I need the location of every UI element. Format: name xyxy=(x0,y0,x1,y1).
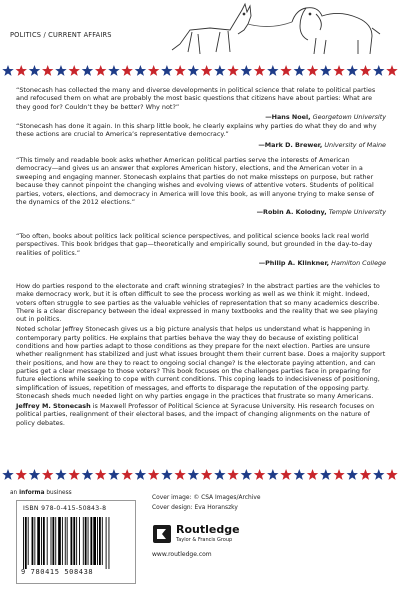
star-icon xyxy=(55,469,66,480)
star-icon xyxy=(307,65,318,76)
star-icon xyxy=(280,469,291,480)
publisher-url[interactable]: www.routledge.com xyxy=(152,551,212,558)
barcode-bar xyxy=(93,517,96,565)
star-icon xyxy=(227,469,238,480)
star-icon xyxy=(333,469,344,480)
barcode-bar xyxy=(51,517,52,565)
routledge-emblem-icon xyxy=(152,524,172,544)
barcode-bar xyxy=(23,517,24,569)
isbn-digits: 9 780415 508438 xyxy=(21,568,94,576)
barcode-bars xyxy=(23,517,129,569)
barcode-bar xyxy=(41,517,42,565)
star-icon xyxy=(320,469,331,480)
barcode-bar xyxy=(67,517,68,565)
star-icon xyxy=(280,65,291,76)
quote-author: —Mark D. Brewer, xyxy=(258,140,323,149)
star-icon xyxy=(373,469,384,480)
star-icon xyxy=(82,65,93,76)
star-icon xyxy=(148,469,159,480)
quote-affiliation: Georgetown University xyxy=(312,113,386,122)
quote-attribution xyxy=(16,113,386,121)
barcode-bar xyxy=(88,517,89,565)
category-label: POLITICS / CURRENT AFFAIRS xyxy=(10,31,112,39)
star-icon xyxy=(386,469,397,480)
header xyxy=(0,0,400,60)
barcode-bar xyxy=(43,517,45,565)
stars-border-top xyxy=(0,62,400,80)
barcode-bar xyxy=(58,517,61,565)
star-icon xyxy=(108,65,119,76)
star-icon xyxy=(333,65,344,76)
star-icon xyxy=(214,469,225,480)
cover-design-credit: Cover design: Eva Horanszky xyxy=(152,505,238,511)
star-icon xyxy=(82,469,93,480)
star-icon xyxy=(201,65,212,76)
rope xyxy=(248,22,292,27)
star-icon xyxy=(55,65,66,76)
star-icon xyxy=(294,469,305,480)
publisher-name: Routledge xyxy=(176,523,240,536)
barcode-bar xyxy=(85,517,87,565)
donkey-elephant-illustration xyxy=(150,0,390,60)
star-icon xyxy=(320,65,331,76)
barcode-bar xyxy=(47,517,48,565)
barcode-bar xyxy=(65,517,66,565)
quote-text: “Too often, books about politics lack political science perspectives, and political science books lack real world perspectives. This book bridges that gap—theoretically and empirically sound, but grounded in the day-to-day realities of politics.” xyxy=(16,232,373,257)
imprint-prefix: an xyxy=(10,490,20,496)
star-icon xyxy=(360,469,371,480)
quote-text: “This timely and readable book asks whether American political parties serve the interests of American democracy—and gives us an answer that explores American history, elections, and the American voter in a sweeping and engaging manner. Stonecash explains that parties do not make missteps on purpose, but rather because they cannot pinpoint the changing wishes and evolving views of attentive voters. Students of political parties, voters, elections, and democracy in America will love this book, as will anyone trying to make sense of the dynamics of the 2012 elections.” xyxy=(16,156,375,207)
barcode-bar xyxy=(97,517,98,565)
description-paragraph-2: Noted scholar Jeffrey Stonecash gives us a big picture analysis that helps us understand what is happening in contemporary party politics. He explains that parties behave the way they do because of existing political conditions and how parties adapt to those conditions as they prepare for the next election. Parties are unsure whether realignment has stabilized and just what issues brought them their current base. Does a majority support their positions, and how are they to react to ongoing social change? Is the electorate paying attention, and can parties get a clear message to those voters? This book focuses on the challenges parties face in preparing for future elections while seeking to cope with current conditions. This coping leads to indecisiveness of positioning, simplification of issues, repetition of messages, and efforts to disparage the reputation of the opposing party. Stonecash sheds much needed light on why parties engage in the practices that frustrate so many Americans. xyxy=(16,325,386,400)
barcode-bar xyxy=(62,517,63,565)
quote-attribution xyxy=(16,141,386,149)
star-icon xyxy=(188,469,199,480)
star-icon xyxy=(95,469,106,480)
cover-credits xyxy=(152,493,261,513)
barcode-bar xyxy=(102,517,103,565)
barcode-bar xyxy=(99,517,101,565)
star-icon xyxy=(307,469,318,480)
barcode-bar xyxy=(25,517,27,569)
star-icon xyxy=(29,469,40,480)
isbn-barcode xyxy=(16,500,136,584)
star-icon xyxy=(69,469,80,480)
star-icon xyxy=(16,469,27,480)
quote-klinkner xyxy=(16,232,386,268)
quote-author: —Hans Noel, xyxy=(265,113,311,122)
barcode-bar xyxy=(71,517,73,565)
author-name: Jeffrey M. Stonecash xyxy=(16,402,91,411)
stars-border-bottom xyxy=(0,466,400,484)
author-bio xyxy=(16,402,386,427)
star-icon xyxy=(294,65,305,76)
barcode-bar xyxy=(109,517,110,569)
star-icon xyxy=(121,65,132,76)
donkey-icon xyxy=(172,4,251,54)
star-icon xyxy=(16,65,27,76)
star-icon xyxy=(2,469,13,480)
publisher-logo xyxy=(152,522,272,562)
star-icon xyxy=(201,469,212,480)
quote-affiliation: Temple University xyxy=(328,208,386,217)
barcode-bar xyxy=(76,517,77,565)
barcode-bar xyxy=(34,517,35,565)
star-icon xyxy=(161,469,172,480)
quote-brewer xyxy=(16,122,386,149)
star-icon xyxy=(254,469,265,480)
quote-attribution xyxy=(16,259,386,267)
star-icon xyxy=(161,65,172,76)
barcode-bar xyxy=(55,517,56,565)
star-icon xyxy=(214,65,225,76)
barcode-bar xyxy=(28,517,29,565)
star-icon xyxy=(254,65,265,76)
star-icon xyxy=(227,65,238,76)
publisher-group: Taylor & Francis Group xyxy=(176,537,233,543)
quote-kolodny xyxy=(16,156,386,217)
star-icon xyxy=(241,65,252,76)
star-icon xyxy=(188,65,199,76)
star-icon xyxy=(95,65,106,76)
barcode-bar xyxy=(83,517,84,565)
star-icon xyxy=(148,65,159,76)
informa-imprint xyxy=(10,490,72,496)
star-icon xyxy=(174,469,185,480)
elephant-icon xyxy=(292,8,380,54)
quote-text: “Stonecash has done it again. In this sharp little book, he clearly explains why parties do what they do and why these actions are crucial to America’s representative democracy.” xyxy=(16,122,377,139)
star-icon xyxy=(29,65,40,76)
star-icon xyxy=(174,65,185,76)
barcode-bar xyxy=(73,517,75,565)
quote-affiliation: University of Maine xyxy=(324,140,386,149)
star-icon xyxy=(42,65,53,76)
star-icon xyxy=(373,65,384,76)
quote-noel xyxy=(16,86,386,122)
star-icon xyxy=(267,469,278,480)
quote-attribution xyxy=(16,208,386,216)
star-icon xyxy=(241,469,252,480)
quote-author: —Robin A. Kolodny, xyxy=(256,208,327,217)
star-icon xyxy=(135,65,146,76)
quote-affiliation: Hamilton College xyxy=(331,259,386,268)
barcode-bar xyxy=(79,517,80,565)
star-icon xyxy=(360,65,371,76)
description-paragraph-1: How do parties respond to the electorate and craft winning strategies? In the abstract parties are the vehicles to make democracy work, but it is often difficult to see the process working as well as we think it might. Indeed, voters often struggle to see parties as the valuable vehicles of representation that so many academics describe. There is a clear discrepancy between the ideal expressed in many textbooks and the reality that we see playing out in politics. xyxy=(16,282,380,324)
star-icon xyxy=(135,469,146,480)
barcode-bar xyxy=(106,517,107,569)
description xyxy=(16,282,386,427)
star-icon xyxy=(347,469,358,480)
star-icon xyxy=(42,469,53,480)
star-icon xyxy=(108,469,119,480)
barcode-bar xyxy=(37,517,40,565)
quote-text: “Stonecash has collected the many and diverse developments in political science that relate to political parties and refocused them on what are probably the most basic questions that citizens have about parties: What are they good for? Couldn’t they be better? Why not?” xyxy=(16,86,376,111)
isbn-label: ISBN 978-0-415-50843-8 xyxy=(23,505,107,512)
star-icon xyxy=(386,65,397,76)
author-bio-text: is Maxwell Professor of Political Science at Syracuse University. His research focuses on political parties, realignment of their electoral bases, and the impact of changing alignments on the nature of policy debates. xyxy=(16,402,375,427)
star-icon xyxy=(347,65,358,76)
imprint-suffix: business xyxy=(44,490,72,496)
quote-author: —Philip A. Klinkner, xyxy=(258,259,330,268)
star-icon xyxy=(2,65,13,76)
cover-image-credit: Cover image: © CSA Images/Archive xyxy=(152,495,261,501)
star-icon xyxy=(69,65,80,76)
barcode-bar xyxy=(52,517,54,565)
barcode-bar xyxy=(90,517,92,565)
barcode-bar xyxy=(32,517,34,565)
star-icon xyxy=(267,65,278,76)
imprint-brand: informa xyxy=(19,490,45,496)
star-icon xyxy=(121,469,132,480)
